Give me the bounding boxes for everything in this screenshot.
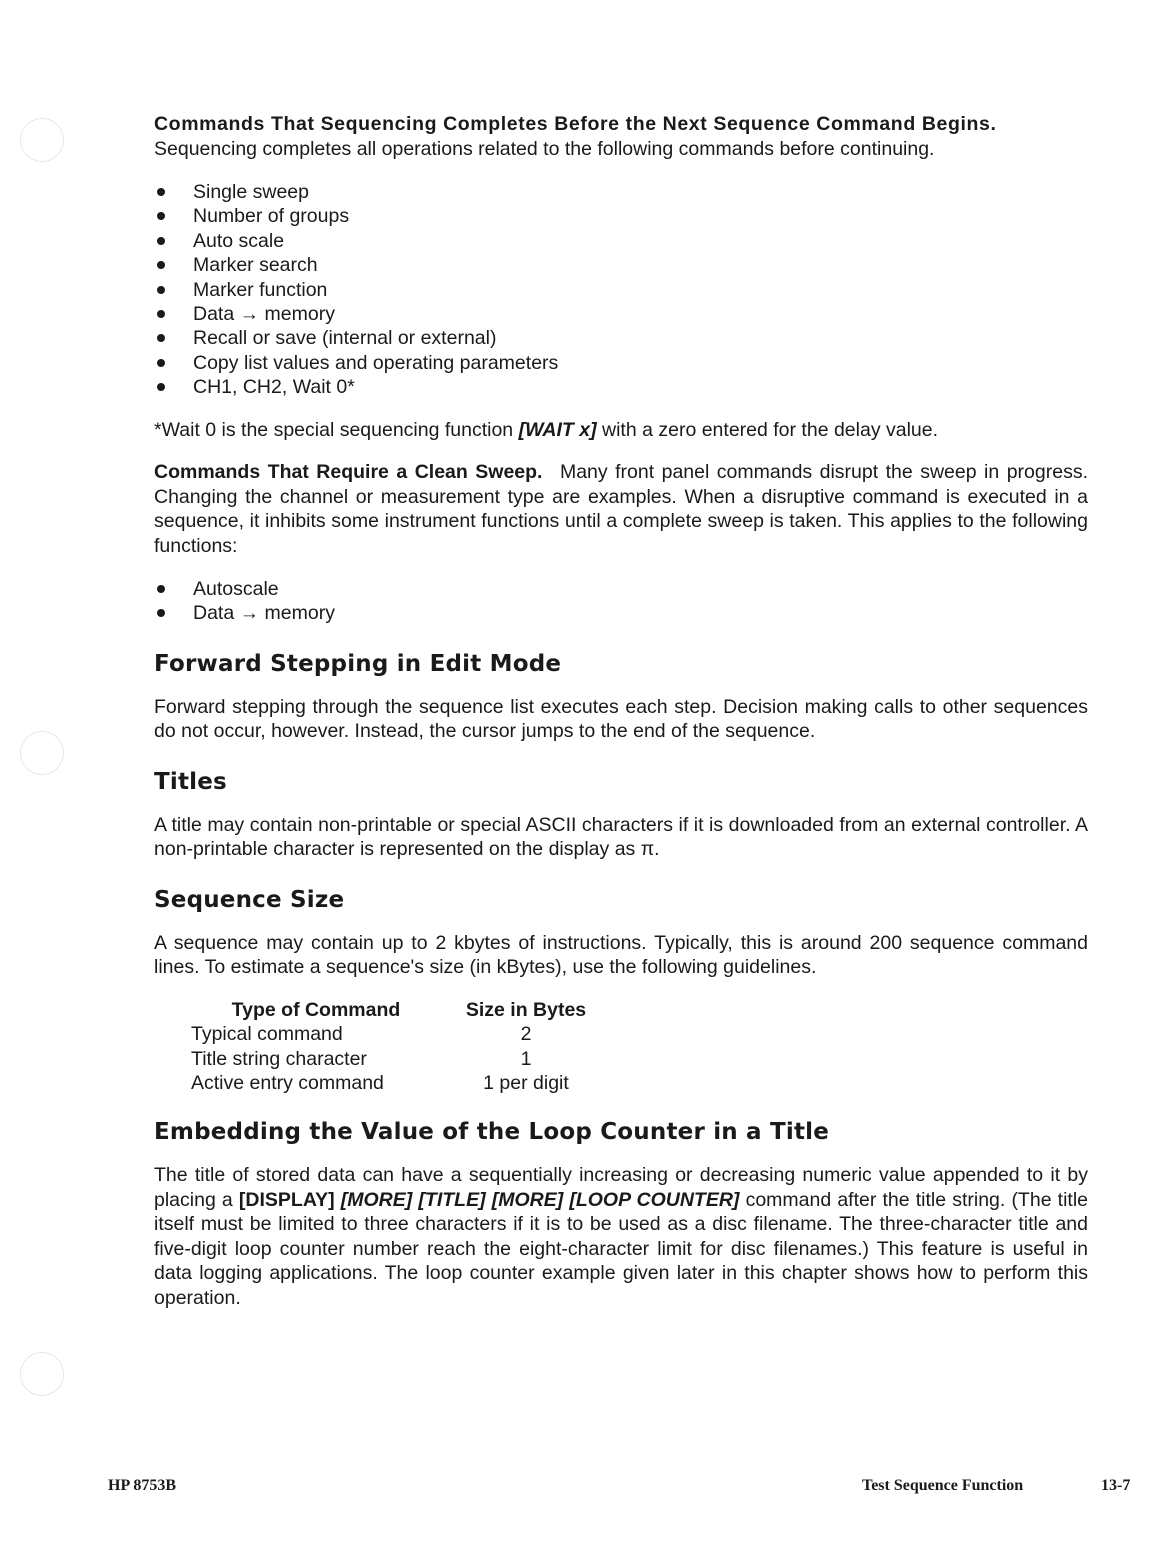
list-item: Recall or save (internal or external) (154, 326, 1088, 350)
list-item: Data → memory (154, 601, 1088, 625)
footer-page-number: 13-7 (1101, 1477, 1131, 1494)
clean-sweep-list (154, 577, 1088, 626)
section-sequence-size (154, 886, 1088, 1096)
sequence-size-title: Sequence Size (154, 886, 345, 913)
clean-sweep-heading: Commands That Require a Clean Sweep. (154, 461, 543, 484)
size-table (191, 998, 596, 1096)
footer-model: HP 8753B (108, 1477, 177, 1494)
table-cell-type: Active entry command (191, 1072, 384, 1095)
list-item: CH1, CH2, Wait 0* (154, 375, 1088, 399)
sequence-size-body: A sequence may contain up to 2 kbytes of instructions. Typically, this is around 200 sequence command lines. To estimate a sequence's size (in kBytes), use the following guidelines. (154, 931, 1088, 979)
list-item: Copy list values and operating parameters (154, 351, 1088, 375)
footer-chapter-title: Test Sequence Function (862, 1477, 1024, 1494)
section-clean-sweep (154, 460, 1088, 626)
table-row (191, 1071, 596, 1095)
col-header-size: Size in Bytes (465, 998, 587, 1021)
section-completes (154, 112, 1088, 442)
col-header-type: Type of Command (231, 998, 401, 1021)
wait-x-softkey: [WAIT x] (518, 418, 597, 441)
titles-title: Titles (154, 768, 227, 795)
table-cell-size: 1 per digit (483, 1072, 569, 1095)
table-cell-type: Typical command (191, 1023, 343, 1046)
embedding-title: Embedding the Value of the Loop Counter in a Title (154, 1119, 830, 1146)
forward-stepping-title: Forward Stepping in Edit Mode (154, 650, 562, 677)
embedding-body (154, 1163, 1088, 1310)
punch-hole-top (20, 118, 64, 162)
wait-footnote (154, 418, 1088, 443)
forward-stepping-body: Forward stepping through the sequence list executes each step. Decision making calls to other sequences do not occur, however. Instead, the cursor jumps to the end of the sequence. (154, 695, 1088, 743)
list-item: Autoscale (154, 577, 1088, 601)
completes-heading: Commands That Sequencing Completes Before the Next Sequence Command Begins. (154, 113, 997, 135)
more-softkey: [MORE] (340, 1188, 413, 1211)
list-item: Auto scale (154, 229, 1088, 253)
footnote-text-after: with a zero entered for the delay value. (602, 418, 939, 441)
punch-hole-bottom (20, 1352, 64, 1396)
list-item: Single sweep (154, 180, 1088, 204)
title-softkey: [TITLE] (418, 1188, 486, 1211)
titles-body: A title may contain non-printable or special ASCII characters if it is downloaded from an external controller. A non-printable character is represented on the display as π. (154, 813, 1088, 861)
display-hardkey: [DISPLAY] (238, 1188, 335, 1211)
list-item: Number of groups (154, 204, 1088, 228)
completes-intro: Sequencing completes all operations related to the following commands before continuing. (154, 137, 935, 160)
list-item: Data → memory (154, 302, 1088, 326)
loop-counter-softkey: [LOOP COUNTER] (569, 1188, 740, 1211)
more-softkey: [MORE] (491, 1188, 564, 1211)
section-embedding (154, 1118, 1088, 1310)
page-content (154, 112, 1088, 1310)
table-row (191, 1047, 596, 1071)
table-cell-type: Title string character (191, 1047, 367, 1070)
clean-sweep-body: Many front panel commands disrupt the sweep in progress. Changing the channel or measurement type are examples. When a disruptive command is executed in a sequence, it inhibits some instrument functions until a complete sweep is taken. This applies to the following functions: (154, 461, 1088, 557)
embedding-text-2: command after the title string. (The title itself must be limited to three characters if it is to be used as a disc filename. The three-character title and five-digit loop counter number reach the eight-character limit for disc filenames.) This feature is useful in data logging applications. The loop counter example given later in this chapter shows how to perform this operation. (154, 1188, 1089, 1309)
table-cell-size: 1 (520, 1047, 532, 1070)
punch-hole-middle (20, 731, 64, 775)
list-item: Marker function (154, 278, 1088, 302)
table-header-row (191, 998, 596, 1022)
completes-list (154, 180, 1088, 400)
embedding-text-1: The title of stored data can have a sequentially increasing or decreasing numeric value appended to it by placing a (154, 1164, 1088, 1211)
section-forward-stepping (154, 650, 1088, 744)
table-cell-size: 2 (520, 1023, 532, 1046)
footnote-text-before: *Wait 0 is the special sequencing function (154, 418, 514, 441)
section-titles (154, 768, 1088, 862)
list-item: Marker search (154, 253, 1088, 277)
clean-sweep-paragraph (154, 460, 1088, 558)
table-row (191, 1022, 596, 1046)
